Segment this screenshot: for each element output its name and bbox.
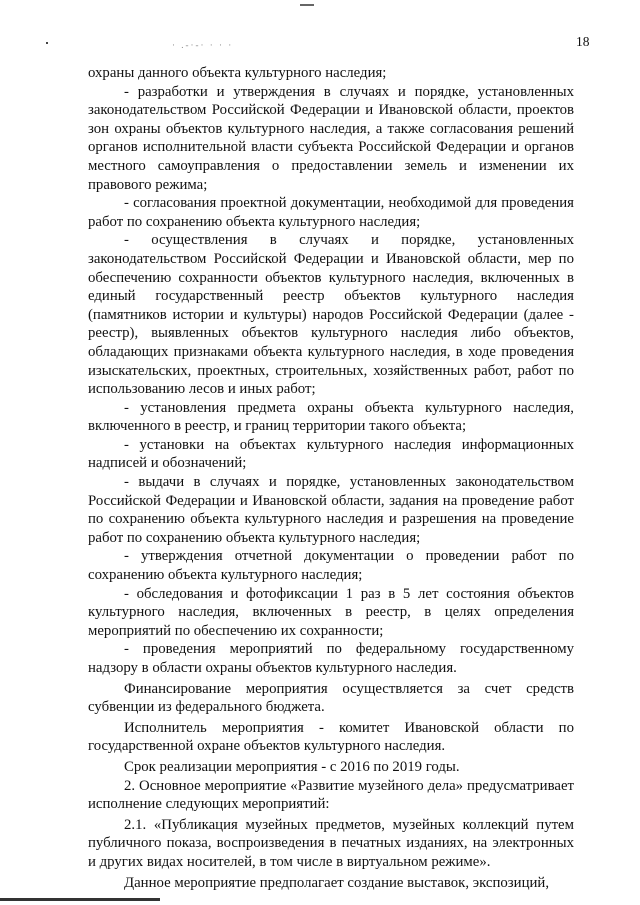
paragraph-main-measure: 2. Основное мероприятие «Развитие музейного дела» предусматривает исполнение следующих мероприятий:: [88, 777, 574, 813]
list-item-preservation-measures: - осуществления в случаях и порядке, установленных законодательством Российской Федерации и Ивановской области, мер по обеспечению сохранности объектов культурного наследия, включенных в единый государственный реестр объектов культурного наследия (памятников истории и культуры) народов Российской Федерации (далее - реестр), выявленных объектов культурного наследия либо объектов, обладающих признаками объекта культурного наследия, в ходе проведения изыскательских, проектных, строительных, хозяйственных работ, работ по использованию лесов и иных работ;: [88, 232, 574, 398]
scan-artifact-dot: [46, 42, 48, 44]
scan-artifact-marks: · .-·-· · · ·: [172, 40, 234, 50]
paragraph-executor: Исполнитель мероприятия - комитет Ивановской области по государственной охране объектов культурного наследия.: [88, 719, 574, 755]
list-item-info-signs: - установки на объектах культурного наследия информационных надписей и обозначений;: [88, 436, 574, 472]
paragraph-measure-description: Данное мероприятие предполагает создание выставок, экспозиций,: [124, 874, 550, 891]
page-number: 18: [576, 34, 590, 49]
scan-artifact-bottom: [0, 898, 160, 901]
paragraph-measure-2-1: 2.1. «Публикация музейных предметов, музейных коллекций путем публичного показа, воспроизведения в печатных изданиях, на электронных и других видах носителей, в том числе в виртуальном режиме».: [88, 816, 574, 870]
paragraph-continuation: охраны данного объекта культурного наследия;: [88, 65, 387, 81]
list-item-project-approval: - согласования проектной документации, необходимой для проведения работ по сохранению объекта культурного наследия;: [88, 195, 574, 230]
list-item-work-permits: - выдачи в случаях и порядке, установленных законодательством Российской Федерации и Ивановской области, задания на проведение работ по сохранению объекта культурного наследия и разрешения на проведение работ по сохранению объекта культурного наследия;: [88, 474, 574, 546]
paragraph-financing: Финансирование мероприятия осуществляется за счет средств субвенции из федерального бюджета.: [88, 680, 574, 716]
list-item-protection-zones: - разработки и утверждения в случаях и порядке, установленных законодательством Российской Федерации и Ивановской области, проектов зон охраны объектов культурного наследия, а также согласования решений органов исполнительной власти субъекта Российской Федерации и органов местного самоуправления о предоставлении земель и изменении их правового режима;: [88, 83, 574, 193]
list-item-supervision: - проведения мероприятий по федеральному государственному надзору в области охраны объектов культурного наследия.: [88, 641, 574, 676]
list-item-inspection: - обследования и фотофиксации 1 раз в 5 лет состояния объектов культурного наследия, включенных в реестр, в целях определения мероприятий по обеспечению их сохранности;: [88, 585, 574, 639]
list-item-report-approval: - утверждения отчетной документации о проведении работ по сохранению объекта культурного наследия;: [88, 548, 574, 584]
list-item-protection-subject: - установления предмета охраны объекта культурного наследия, включенного в реестр, и границ территории такого объекта;: [88, 399, 574, 435]
scan-artifact-top: [300, 4, 314, 6]
paragraph-term: Срок реализации мероприятия - с 2016 по 2019 годы.: [124, 758, 460, 775]
document-body: [88, 64, 574, 892]
